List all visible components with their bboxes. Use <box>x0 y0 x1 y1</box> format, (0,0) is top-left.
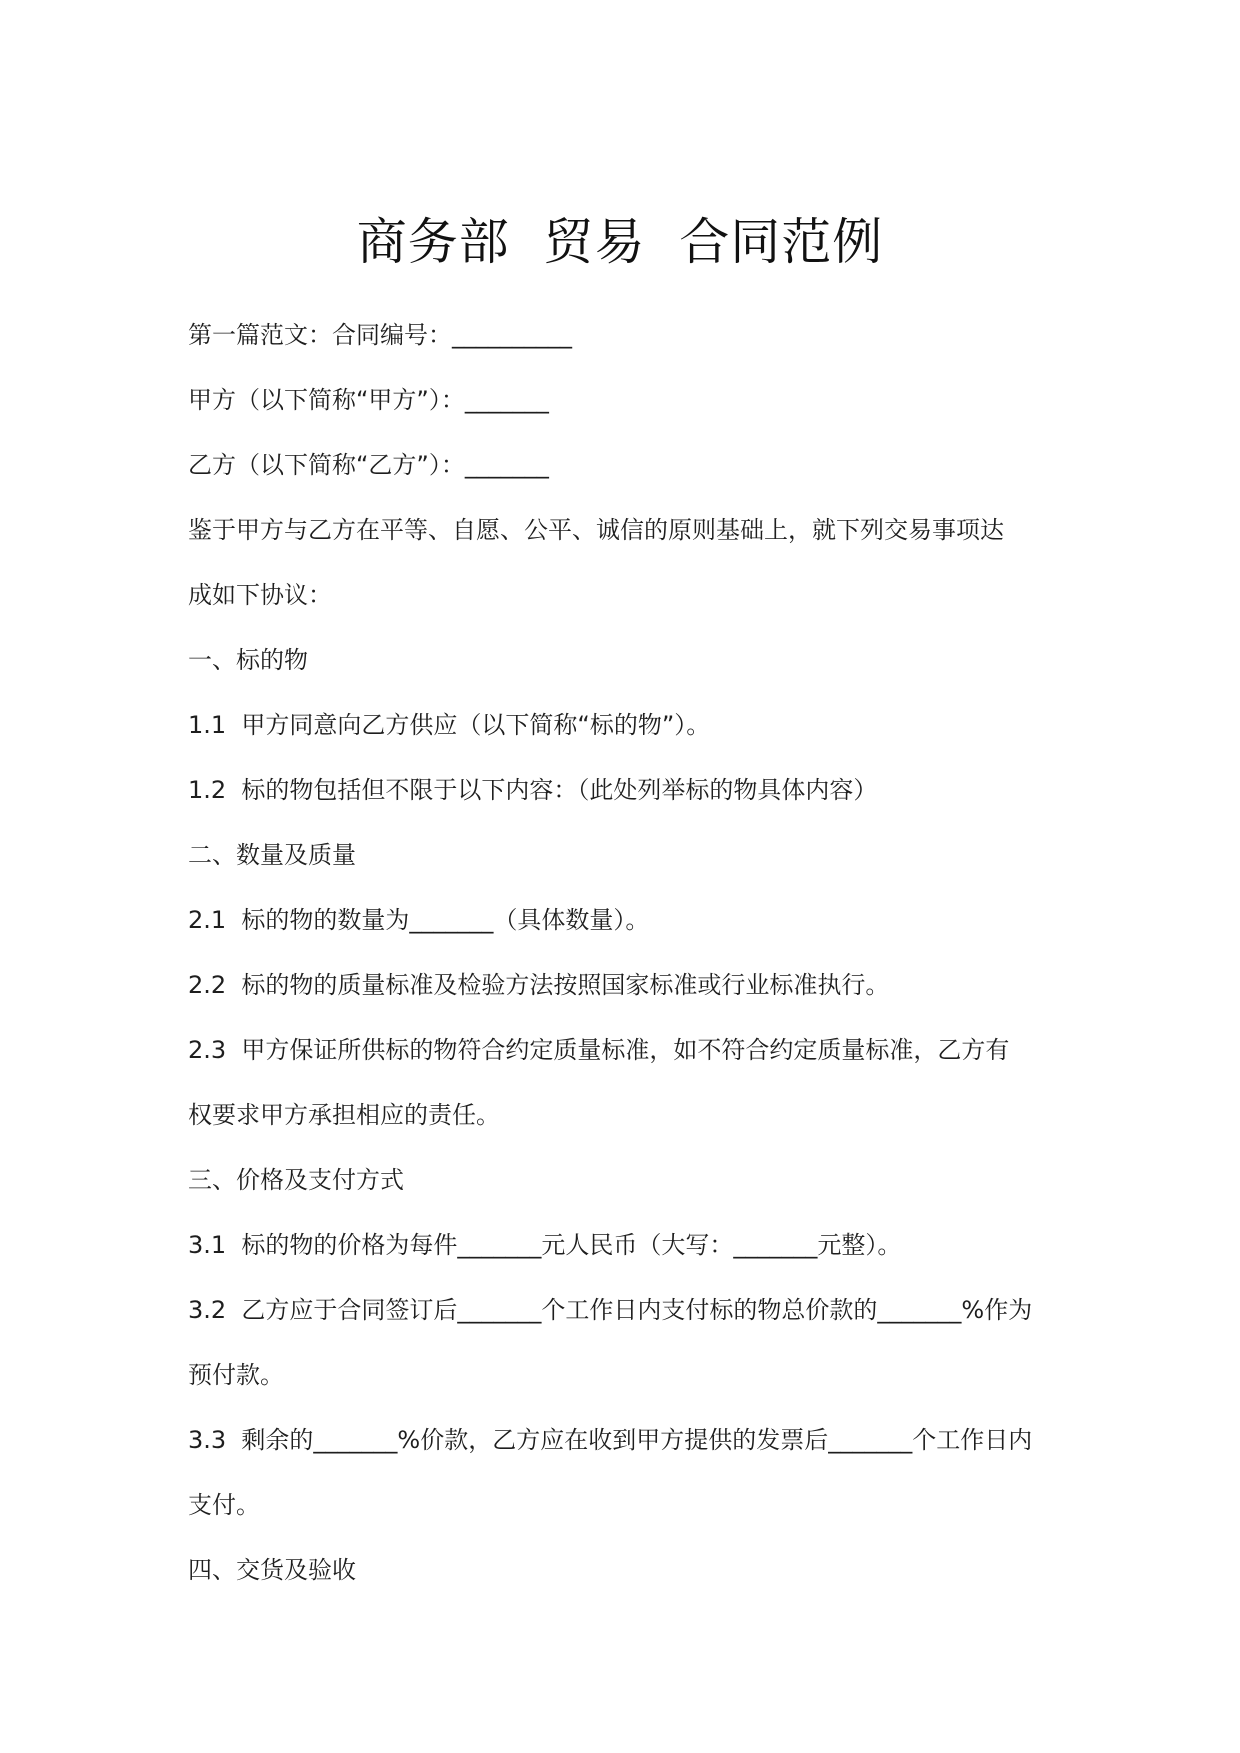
clause-2-2: 2.2 标的物的质量标准及检验方法按照国家标准或行业标准执行。 <box>188 971 890 999</box>
party-a-line: 甲方（以下简称“甲方”）：_______ <box>188 386 549 414</box>
preamble-line-2: 成如下协议： <box>188 581 332 609</box>
contract-number-line: 第一篇范文：合同编号：__________ <box>188 321 572 349</box>
clause-2-3-line-2: 权要求甲方承担相应的责任。 <box>188 1101 500 1129</box>
clause-3-2-line-1: 3.2 乙方应于合同签订后_______个工作日内支付标的物总价款的_______%作为 <box>188 1296 1033 1324</box>
clause-3-3-line-2: 支付。 <box>188 1491 260 1519</box>
clause-3-3-line-1: 3.3 剩余的_______%价款，乙方应在收到甲方提供的发票后_______个工作日内 <box>188 1426 1033 1454</box>
party-b-line: 乙方（以下简称“乙方”）：_______ <box>188 451 549 479</box>
document-body <box>188 316 1058 1616</box>
document-title: 商务部 贸易 合同范例 <box>356 213 884 271</box>
clause-3-2-line-2: 预付款。 <box>188 1361 284 1389</box>
clause-2-3-line-1: 2.3 甲方保证所供标的物符合约定质量标准，如不符合约定质量标准，乙方有 <box>188 1036 1010 1064</box>
clause-1-2: 1.2 标的物包括但不限于以下内容：（此处列举标的物具体内容） <box>188 776 878 804</box>
section-heading-1: 一、标的物 <box>188 646 308 674</box>
section-heading-4: 四、交货及验收 <box>188 1556 356 1584</box>
preamble-line-1: 鉴于甲方与乙方在平等、自愿、公平、诚信的原则基础上，就下列交易事项达 <box>188 516 1004 544</box>
section-heading-3: 三、价格及支付方式 <box>188 1166 404 1194</box>
clause-1-1: 1.1 甲方同意向乙方供应（以下简称“标的物”）。 <box>188 711 711 739</box>
clause-2-1: 2.1 标的物的数量为_______（具体数量）。 <box>188 906 650 934</box>
clause-3-1: 3.1 标的物的价格为每件_______元人民币（大写：_______元整）。 <box>188 1231 902 1259</box>
section-heading-2: 二、数量及质量 <box>188 841 356 869</box>
